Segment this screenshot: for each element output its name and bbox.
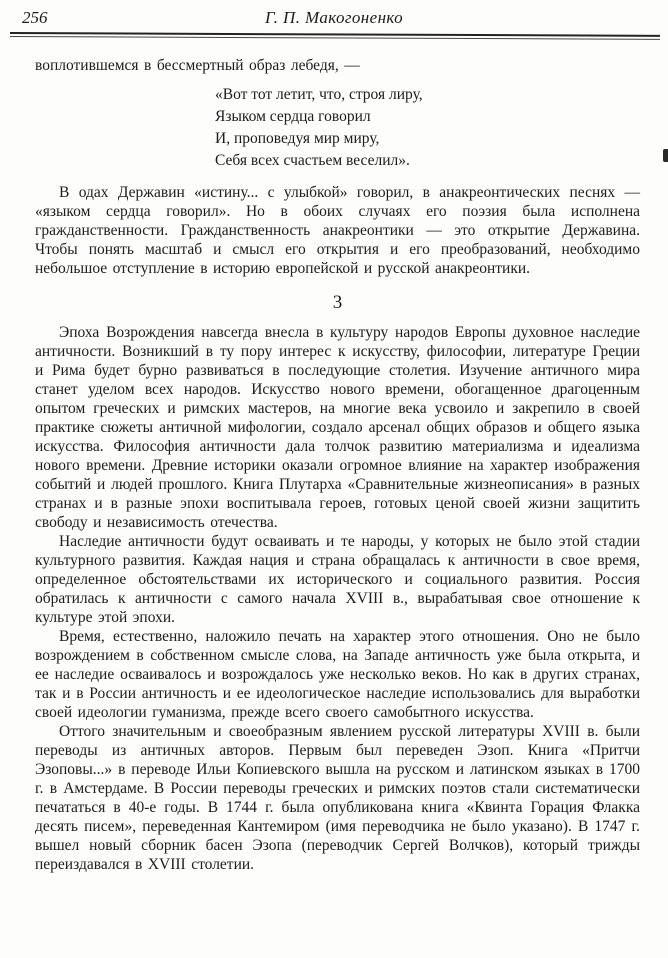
paragraph-derzhavin-odes: В одах Державин «истину... с улыбкой» говорил, в анакреонтических песнях — «языком сердца говорил». Но в обоих случаях его поэзия была исполнена гражданственности. Гражданственность анакреонтики — это открытие Державина. Чтобы понять масштаб и смысл его открытия и его преобразований, необходимо небольшое отступление в историю европейской и русской анакреонтики.	[35, 184, 640, 277]
scan-artifact	[663, 149, 668, 162]
text-column	[35, 56, 640, 874]
verse-line: Языком сердца говорил	[215, 108, 371, 125]
page-header	[0, 0, 668, 30]
paragraph-heritage: Наследие античности будут осваивать и те народы, у которых не было этой стадии культурного развития. Каждая нация и страна обращалась к античности в свое время, определенное обстоятельствами их исторического и социального развития. Россия обратилась к античности с самого начала XVIII в., вырабатывая свое отношение к культуре этой эпохи.	[35, 533, 640, 626]
paragraph-translations: Оттого значительным и своеобразным явлением русской литературы XVIII в. были переводы из античных авторов. Первым был переведен Эзоп. Книга «Притчи Эзоповы...» в переводе Ильи Копиевского вышла на русском и латинском языках в 1700 г. в Амстердаме. В России переводы греческих и римских поэтов стали систематически печататься в 40-е годы. В 1744 г. была опубликована книга «Квинта Горация Флакка десять писем», переведенная Кантемиром (имя переводчика не было указано). В 1747 г. вышел новый сборник басен Эзопа (переводчик Сергей Волчков), который трижды переиздавался в XVIII столетии.	[35, 723, 640, 873]
verse-line: «Вот тот летит, что, строя лиру,	[215, 86, 423, 103]
running-head-author: Г. П. Макогоненко	[264, 8, 404, 27]
verse-line: Себя всех счастьем веселил».	[215, 152, 410, 169]
paragraph-time-imprint: Время, естественно, наложило печать на характер этого отношения. Оно не было возрождением в собственном смысле слова, на Западе античность уже была открыта, и ее наследие осваивалось и возрождалось уже несколько веков. Но как в других странах, так и в России античность и ее идеологическое наследие использовались для выработки своей идеологии гуманизма, прежде всего своего самобытного искусства.	[35, 628, 640, 721]
continuation-line: воплотившемся в бессмертный образ лебедя, —	[35, 57, 360, 74]
page-number: 256	[22, 8, 48, 27]
paragraph-renaissance: Эпоха Возрождения навсегда внесла в культуру народов Европы духовное наследие античности. Возникший в ту пору интерес к искусству, философии, литературе Греции и Рима будет бурно развиваться в последующие столетия. Изучение античного мира станет уделом всех народов. Искусство нового времени, обогащенное драгоценным опытом греческих и римских мастеров, на многие века усвоило и закрепило в своей практике сюжеты античной мифологии, создало арсенал общих образов и общего языка искусства. Философия античности дала толчок развитию материализма и идеализма нового времени. Древние историки оказали огромное влияние на характер изображения событий и людей прошлого. Книга Плутарха «Сравнительные жизнеописания» в разных странах и в разные эпохи воспитывала героев, готовых ценой своей жизни защитить свободу и независимость отечества.	[35, 324, 640, 531]
header-rule	[10, 32, 660, 40]
header-rule-bottom	[10, 36, 660, 40]
verse-quote	[215, 84, 640, 172]
verse-line: И, проповедуя мир миру,	[215, 130, 380, 147]
section-number: 3	[332, 292, 343, 313]
